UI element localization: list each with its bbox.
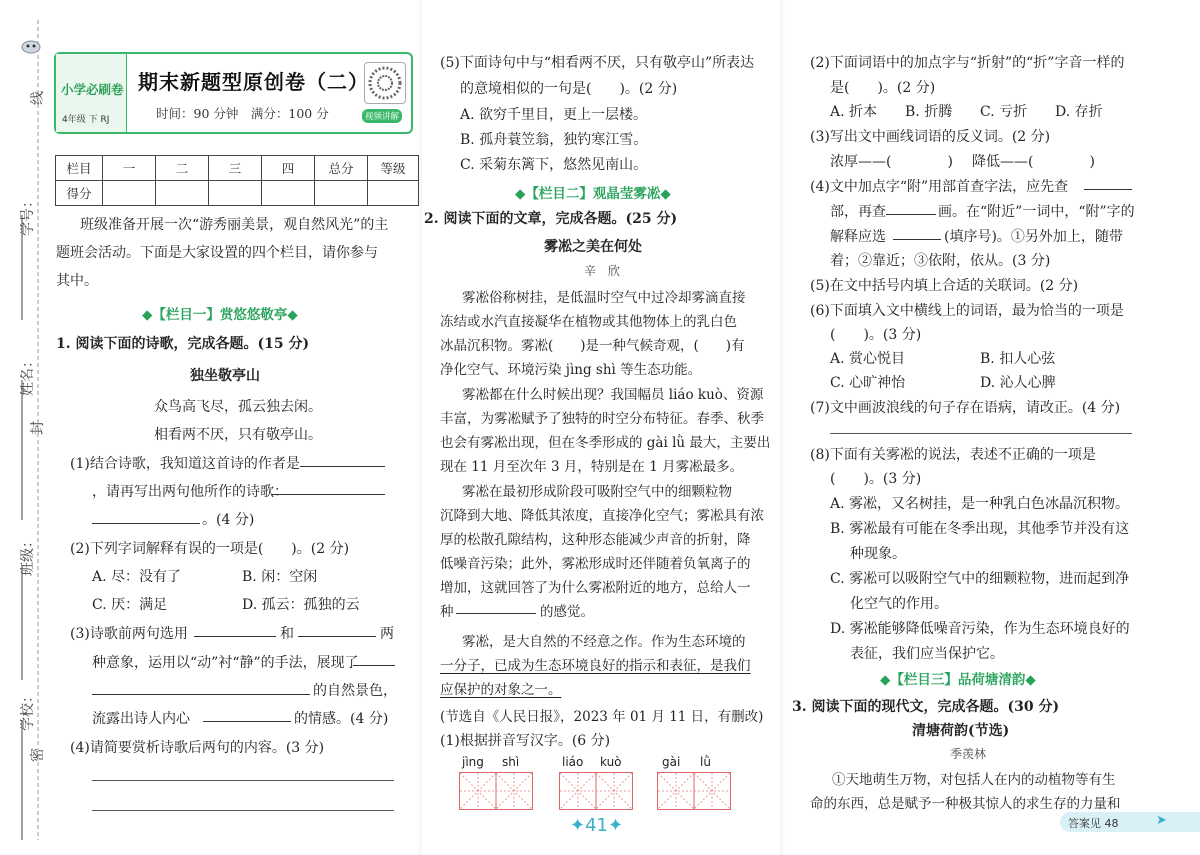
pinyin-label: lǜ bbox=[700, 755, 711, 769]
q2-7-text: (7)文中画波浪线的句子存在语病，请改正。(4 分) bbox=[810, 400, 1121, 416]
intro-line: 其中。 bbox=[56, 273, 98, 289]
q2-3-item[interactable]: 降低——( ) bbox=[972, 154, 1095, 170]
binding-mi: 密 bbox=[30, 748, 46, 762]
q1-3-text: 的自然景色， bbox=[313, 683, 397, 699]
poem-line: 相看两不厌，只有敬亭山。 bbox=[154, 427, 322, 443]
answer-blank[interactable] bbox=[92, 509, 200, 524]
article-author: 辛 欣 bbox=[584, 264, 621, 278]
q2-4-text: 着；②靠近；③依附，依从。(3 分) bbox=[830, 253, 1051, 269]
q1-4-text: (4)请简要赏析诗歌后两句的内容。(3 分) bbox=[70, 740, 325, 756]
q1-1-text: (1)结合诗歌，我知道这首诗的作者是 bbox=[70, 456, 300, 472]
sparkle-icon: ✦ bbox=[570, 815, 586, 836]
score-table-row bbox=[56, 181, 419, 206]
intro-line: 班级准备开展一次“游秀丽美景，观自然风光”的主 bbox=[80, 217, 389, 233]
article-line: 的感觉。 bbox=[540, 604, 594, 620]
qr-code-icon[interactable] bbox=[364, 62, 406, 104]
option[interactable]: B. 孤舟蓑笠翁，独钓寒江雪。 bbox=[460, 132, 648, 148]
q1-1-text: ，请再写出两句他所作的诗歌： bbox=[92, 484, 288, 500]
q1-2-text: (2)下列字词解释有误的一项是( )。(2 分) bbox=[70, 541, 350, 557]
score-input-cell[interactable] bbox=[262, 181, 315, 206]
score-input-cell[interactable] bbox=[209, 181, 262, 206]
article-line: 命的东西，总是赋予一种极其惊人的求生存的力量和 bbox=[810, 796, 1121, 812]
q1-5-text: (5)下面诗句中与“相看两不厌，只有敬亭山”所表达 bbox=[440, 55, 755, 71]
page-title: 期末新题型原创卷（二） bbox=[138, 70, 369, 94]
article-line: 种 bbox=[440, 604, 454, 620]
option[interactable]: A. 折本 bbox=[830, 104, 878, 120]
article-line-underlined: 应保护的对象之一。 bbox=[440, 682, 562, 698]
article-line: 丰富，为雾凇赋予了独特的时空分布特征。春季、秋季 bbox=[440, 411, 764, 427]
binding-xuexiao: 学校： bbox=[20, 689, 36, 731]
answer-line[interactable] bbox=[92, 810, 394, 811]
question2-title: 2. 阅读下面的文章，完成各题。(25 分) bbox=[424, 211, 678, 227]
option[interactable]: C. 亏折 bbox=[980, 104, 1028, 120]
q1-3-text: 种意象，运用以“动”衬“静”的手法，展现了 bbox=[92, 655, 359, 671]
answer-ref-text: 答案见 48 bbox=[1068, 817, 1119, 830]
article-line: 增加，这就回答了为什么雾凇附近的地方，总给人一 bbox=[440, 580, 751, 596]
article-line: ①天地萌生万物，对包括人在内的动植物等有生 bbox=[832, 772, 1116, 788]
pinyin-label: jìng bbox=[462, 755, 484, 769]
arrow-icon: ➤ bbox=[1156, 813, 1167, 828]
score-header-cell: 一 bbox=[103, 156, 156, 181]
q1-3-text: 和 bbox=[280, 626, 294, 642]
option[interactable]: B. 闲：空闲 bbox=[242, 569, 318, 585]
score-header-cell: 四 bbox=[262, 156, 315, 181]
section1-head: ◆【栏目一】赏悠悠敬亭◆ bbox=[142, 307, 298, 323]
header-brand-panel bbox=[56, 54, 127, 132]
score-header-cell: 二 bbox=[156, 156, 209, 181]
answer-blank[interactable] bbox=[1084, 175, 1132, 190]
score-input-cell[interactable] bbox=[103, 181, 156, 206]
question3-title: 3. 阅读下面的现代文，完成各题。(30 分) bbox=[792, 699, 1060, 715]
article-line: 雾凇俗称树挂，是低温时空气中过冷却雾滴直接 bbox=[462, 290, 746, 306]
option[interactable]: C. 心旷神怡 bbox=[830, 375, 906, 391]
pinyin-label: liáo bbox=[562, 755, 584, 769]
answer-blank[interactable] bbox=[194, 622, 276, 637]
option[interactable]: C. 厌：满足 bbox=[92, 597, 168, 613]
intro-line: 题班会活动。下面是大家设置的四个栏目，请你参与 bbox=[56, 245, 378, 261]
page-number-text: 41 bbox=[585, 815, 608, 836]
brand-label: 小学必刷卷 bbox=[61, 82, 124, 97]
option[interactable]: D. 雾凇能够降低噪音污染，作为生态环境良好的 bbox=[830, 621, 1130, 637]
article-line-underlined: 一分子，已成为生态环境良好的指示和表征，是我们 bbox=[440, 658, 751, 674]
q2-2-text: (2)下面词语中的加点字与“折射”的“折”字音一样的 bbox=[810, 55, 1125, 71]
article-title: 清塘荷韵(节选) bbox=[912, 723, 1010, 739]
answer-line[interactable] bbox=[830, 433, 1132, 434]
q1-3-text: 两 bbox=[380, 626, 394, 642]
exam-header bbox=[54, 52, 413, 134]
article-line: 雾凇都在什么时候出现？我国幅员 liáo kuò、资源 bbox=[462, 387, 764, 403]
option[interactable]: B. 扣人心弦 bbox=[980, 351, 1056, 367]
article-line: 厚的松散孔隙结构，这种形态能减少声音的折射，降 bbox=[440, 532, 751, 548]
article-line: 冻结或水汽直接凝华在植物或其他物体上的乳白色 bbox=[440, 314, 737, 330]
article-source: (节选自《人民日报》，2023 年 01 月 11 日，有删改) bbox=[440, 709, 764, 725]
writing-grid[interactable] bbox=[657, 772, 731, 810]
binding-strip bbox=[0, 0, 48, 855]
option[interactable]: A. 赏心悦目 bbox=[830, 351, 906, 367]
article-title: 雾凇之美在何处 bbox=[544, 239, 642, 255]
page-number bbox=[570, 815, 623, 836]
binding-banji: 班级： bbox=[20, 534, 36, 576]
score-header-cell: 等级 bbox=[368, 156, 419, 181]
video-badge[interactable]: 视频讲解 bbox=[362, 109, 402, 123]
article-line: 冰晶沉积物。雾凇( )是一种气候奇观，( )有 bbox=[440, 338, 745, 354]
article-line: 低噪音污染；此外，雾凇形成时还伴随着负氧离子的 bbox=[440, 556, 751, 572]
score-header-cell: 栏目 bbox=[56, 156, 103, 181]
q2-4-text: 画。在“附近”一词中，“附”字的 bbox=[938, 204, 1135, 220]
pinyin-label: gài bbox=[662, 755, 681, 769]
q2-4-text: 部，再查 bbox=[830, 204, 886, 220]
q1-5-text: 的意境相似的一句是( )。(2 分) bbox=[460, 81, 678, 97]
q2-5-text: (5)在文中括号内填上合适的关联词。(2 分) bbox=[810, 278, 1079, 294]
q2-4-text: 解释应选 bbox=[830, 229, 886, 245]
score-header-cell: 总分 bbox=[315, 156, 368, 181]
q1-1-text: 。(4 分) bbox=[202, 512, 255, 528]
option[interactable]: D. 存折 bbox=[1055, 104, 1103, 120]
q2-2-text: 是( )。(2 分) bbox=[830, 80, 936, 96]
page-fold bbox=[780, 0, 786, 855]
grade-label: 4年级 下 RJ bbox=[62, 115, 110, 125]
answer-blank[interactable] bbox=[456, 599, 536, 614]
q1-3-text: 的情感。(4 分) bbox=[294, 711, 389, 727]
score-input-cell[interactable] bbox=[156, 181, 209, 206]
answer-blank[interactable] bbox=[893, 225, 941, 240]
poem-title: 独坐敬亭山 bbox=[190, 368, 260, 384]
article-line: 沉降到大地、降低其浓度，直接净化空气；雾凇具有浓 bbox=[440, 508, 764, 524]
score-table-header-row bbox=[56, 156, 419, 181]
q2-6-text: ( )。(3 分) bbox=[830, 327, 922, 343]
q2-8-text: (8)下面有关雾凇的说法，表述不正确的一项是 bbox=[810, 447, 1096, 463]
option[interactable]: C. 采菊东篱下，悠然见南山。 bbox=[460, 157, 648, 173]
q1-3-text: (3)诗歌前两句选用 bbox=[70, 626, 188, 642]
score-input-cell[interactable] bbox=[315, 181, 368, 206]
q2-6-text: (6)下面填入文中横线上的词语，最为恰当的一项是 bbox=[810, 303, 1124, 319]
answer-blank[interactable] bbox=[300, 452, 385, 467]
answer-blank[interactable] bbox=[92, 680, 310, 695]
answer-blank[interactable] bbox=[886, 200, 936, 215]
binding-xuehao: 学号： bbox=[20, 194, 36, 236]
article-line: 也会有雾凇出现，但在冬季形成的 gài lǜ 最大，主要出 bbox=[440, 435, 771, 451]
option[interactable]: C. 雾凇可以吸附空气中的细颗粒物，进而起到净 bbox=[830, 571, 1130, 587]
option[interactable]: A. 欲穷千里目，更上一层楼。 bbox=[460, 107, 648, 123]
pinyin-label: shì bbox=[502, 755, 520, 769]
score-row-label: 得分 bbox=[56, 181, 103, 206]
pinyin-label: kuò bbox=[600, 755, 622, 769]
option-cont: 化空气的作用。 bbox=[850, 596, 948, 612]
answer-blank[interactable] bbox=[272, 480, 385, 495]
binding-feng: 封 bbox=[30, 421, 46, 435]
q2-8-text: ( )。(3 分) bbox=[830, 471, 922, 487]
mascot-icon bbox=[20, 38, 42, 54]
article-line: 现在 11 月至次年 3 月，特别是在 1 月雾凇最多。 bbox=[440, 459, 744, 475]
score-input-cell[interactable] bbox=[368, 181, 419, 206]
option[interactable]: A. 雾凇，又名树挂，是一种乳白色冰晶沉积物。 bbox=[830, 496, 1130, 512]
q2-4-text: (4)文中加点字“附”用部首查字法，应先查 bbox=[810, 179, 1069, 195]
answer-blank[interactable] bbox=[203, 707, 291, 722]
section3-head: ◆【栏目三】品荷塘清韵◆ bbox=[880, 672, 1036, 688]
binding-xingming: 姓名： bbox=[20, 354, 36, 396]
article-line: 雾凇，是大自然的不经意之作。作为生态环境的 bbox=[462, 634, 746, 650]
option[interactable]: D. 沁人心脾 bbox=[980, 375, 1056, 391]
q2-3-item[interactable]: 浓厚——( ) bbox=[830, 154, 953, 170]
option[interactable]: B. 雾凇最有可能在冬季出现，其他季节并没有这 bbox=[830, 521, 1130, 537]
time-score: 时间：90 分钟 满分：100 分 bbox=[156, 106, 329, 121]
q1-3-text: 流露出诗人内心 bbox=[92, 711, 190, 727]
poem-line: 众鸟高飞尽，孤云独去闲。 bbox=[154, 399, 322, 415]
q2-1-text: (1)根据拼音写汉字。(6 分) bbox=[440, 733, 611, 749]
q2-4-text: (填序号)。①另外加上，随带 bbox=[944, 229, 1123, 245]
writing-grid[interactable] bbox=[559, 772, 633, 810]
q2-3-text: (3)写出文中画线词语的反义词。(2 分) bbox=[810, 129, 1051, 145]
question1-title: 1. 阅读下面的诗歌，完成各题。(15 分) bbox=[56, 336, 310, 352]
writing-grid[interactable] bbox=[459, 772, 533, 810]
option[interactable]: B. 折腾 bbox=[905, 104, 953, 120]
option[interactable]: D. 孤云：孤独的云 bbox=[242, 597, 360, 613]
article-author: 季羡林 bbox=[950, 747, 987, 761]
option-cont: 表征，我们应当保护它。 bbox=[850, 646, 1004, 662]
option-cont: 种现象。 bbox=[850, 546, 906, 562]
answer-blank[interactable] bbox=[353, 651, 395, 666]
score-header-cell: 三 bbox=[209, 156, 262, 181]
page-fold bbox=[416, 0, 422, 855]
article-line: 净化空气、环境污染 jìng shì 等生态功能。 bbox=[440, 362, 702, 378]
binding-xian: 线 bbox=[30, 91, 46, 105]
section2-head: ◆【栏目二】观晶莹雾凇◆ bbox=[515, 186, 671, 202]
sparkle-icon: ✦ bbox=[608, 815, 624, 836]
score-table bbox=[55, 155, 419, 206]
option[interactable]: A. 尽：没有了 bbox=[92, 569, 182, 585]
answer-line[interactable] bbox=[92, 780, 394, 781]
article-line: 雾凇在最初形成阶段可吸附空气中的细颗粒物 bbox=[462, 484, 732, 500]
answer-ref-badge[interactable] bbox=[1060, 812, 1200, 832]
answer-blank[interactable] bbox=[298, 622, 376, 637]
